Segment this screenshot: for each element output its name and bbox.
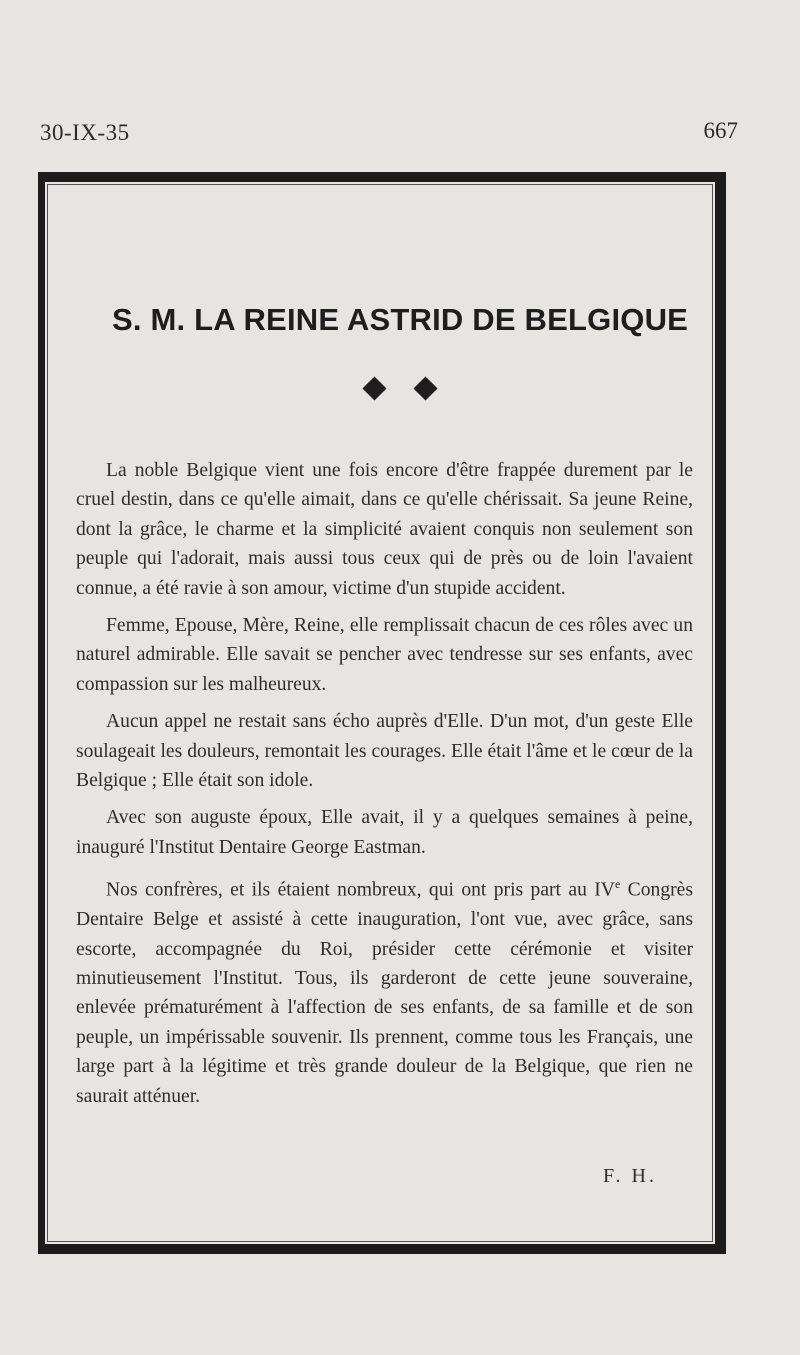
paragraph: [76, 870, 693, 1111]
paragraph: Aucun appel ne restait sans écho auprès d'Elle. D'un mot, d'un geste Elle soulageait les douleurs, remontait les courages. Elle était l'âme et le cœur de la Belgique ; Elle était son idole.: [76, 711, 693, 792]
article-body: [76, 456, 693, 1119]
paragraph: Femme, Epouse, Mère, Reine, elle remplissait chacun de ces rôles avec un naturel admirable. Elle savait se pencher avec tendresse sur ses enfants, avec compassion sur les malheureux.: [76, 615, 693, 695]
paragraph: Avec son auguste époux, Elle avait, il y a quelques semaines à peine, inauguré l'Institut Dentaire George Eastman.: [76, 807, 693, 858]
paragraph-text: Nos confrères, et ils étaient nombreux, qui ont pris part au IV: [106, 879, 615, 901]
page-number: 667: [703, 118, 738, 143]
signature: F. H.: [603, 1165, 657, 1187]
diamond-icon: [363, 376, 387, 400]
diamond-icon: [413, 376, 437, 400]
paragraph: La noble Belgique vient une fois encore d'être frappée durement par le cruel destin, dans ce qu'elle aimait, dans ce qu'elle chérissait. Sa jeune Reine, dont la grâce, le charme et la simplicité avaient conquis non seulement son peuple qui l'adorait, mais aussi tous ceux qui de près ou de loin l'avaient connue, a été ravie à son amour, victime d'un stupide accident.: [76, 460, 693, 599]
ornament-row: [0, 374, 800, 404]
page-date: 30-IX-35: [40, 120, 130, 145]
paragraph-text: Congrès Dentaire Belge et assisté à cette inauguration, l'ont vue, avec grâce, sans escorte, accompagnée du Roi, présider cette cérémonie et visiter minutieusement l'Institut. Tous, ils garderont de cette jeune souveraine, enlevée prématurément à l'affection de ses enfants, de sa famille et de son peuple, un impérissable souvenir. Ils prennent, comme tous les Français, une large part à la légitime et très grande douleur de la Belgique, que rien ne saurait atténuer.: [76, 879, 693, 1107]
ordinal-superscript: e: [614, 877, 621, 892]
article-headline: S. M. LA REINE ASTRID DE BELGIQUE: [111, 302, 689, 337]
